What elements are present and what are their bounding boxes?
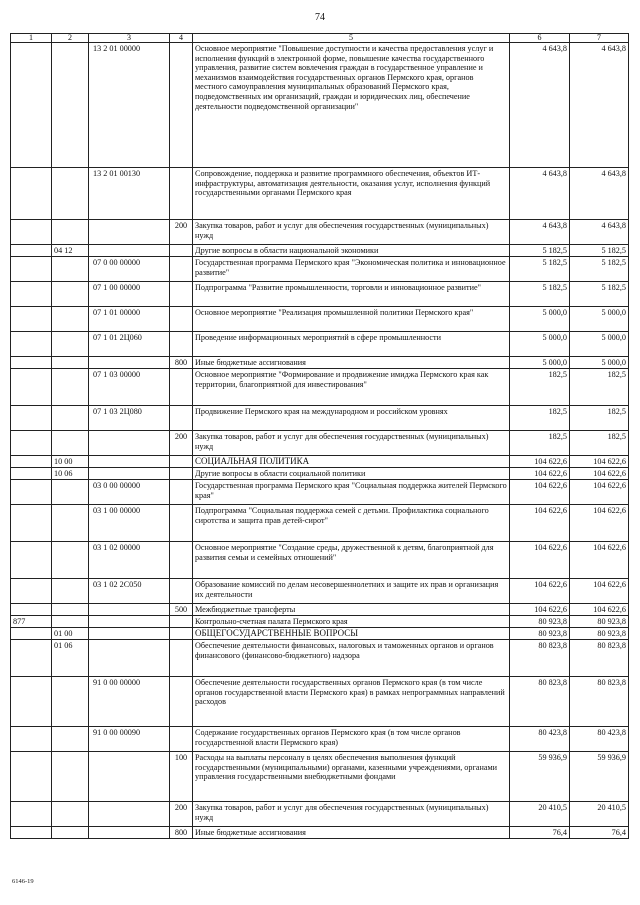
section-code-cell (52, 802, 89, 827)
table-row (11, 480, 629, 505)
expense-type-cell (170, 332, 193, 357)
section-code-cell (52, 752, 89, 802)
table-row (11, 456, 629, 468)
expense-type-cell (170, 282, 193, 307)
table-header (11, 34, 629, 43)
description-cell: СОЦИАЛЬНАЯ ПОЛИТИКА (193, 456, 510, 468)
amount-2020-cell: 80 823,8 (510, 640, 570, 677)
amount-2021-cell: 5 182,5 (570, 282, 629, 307)
amount-2020-cell: 80 923,8 (510, 628, 570, 640)
admin-code-cell (11, 727, 52, 752)
admin-code-cell (11, 579, 52, 604)
amount-2021-cell: 104 622,6 (570, 604, 629, 616)
amount-2021-cell: 4 643,8 (570, 43, 629, 168)
header-cell: 7 (570, 34, 629, 43)
amount-2021-cell: 182,5 (570, 431, 629, 456)
target-article-cell (89, 827, 170, 839)
table-row (11, 257, 629, 282)
table-row (11, 468, 629, 480)
target-article-cell: 07 1 00 00000 (89, 282, 170, 307)
amount-2021-cell: 80 923,8 (570, 628, 629, 640)
table-row (11, 282, 629, 307)
description-cell: Закупка товаров, работ и услуг для обеспечения государственных (муниципальных) нужд (193, 802, 510, 827)
section-code-cell: 10 06 (52, 468, 89, 480)
table-row (11, 505, 629, 542)
target-article-cell (89, 640, 170, 677)
amount-2020-cell: 104 622,6 (510, 468, 570, 480)
section-code-cell (52, 616, 89, 628)
amount-2020-cell: 80 823,8 (510, 677, 570, 727)
table-row (11, 677, 629, 727)
section-code-cell (52, 727, 89, 752)
table-row (11, 332, 629, 357)
table-row (11, 616, 629, 628)
description-cell: Образование комиссий по делам несовершеннолетних и защите их прав и организация их деятельности (193, 579, 510, 604)
expense-type-cell (170, 505, 193, 542)
description-cell: Закупка товаров, работ и услуг для обеспечения государственных (муниципальных) нужд (193, 431, 510, 456)
section-code-cell: 04 12 (52, 245, 89, 257)
table-row (11, 431, 629, 456)
admin-code-cell (11, 282, 52, 307)
expense-type-cell: 800 (170, 827, 193, 839)
target-article-cell: 03 0 00 00000 (89, 480, 170, 505)
description-cell: Обеспечение деятельности государственных органов Пермского края (в том числе органов государственной власти Пермского края) в рамках непрограммных направлений расходов (193, 677, 510, 727)
amount-2021-cell: 4 643,8 (570, 220, 629, 245)
header-cell: 2 (52, 34, 89, 43)
target-article-cell: 07 1 01 2Ц060 (89, 332, 170, 357)
amount-2020-cell: 4 643,8 (510, 220, 570, 245)
target-article-cell: 07 0 00 00000 (89, 257, 170, 282)
target-article-cell (89, 220, 170, 245)
table-row (11, 579, 629, 604)
admin-code-cell (11, 168, 52, 220)
section-code-cell (52, 677, 89, 727)
expense-type-cell (170, 406, 193, 431)
amount-2021-cell: 104 622,6 (570, 542, 629, 579)
amount-2021-cell: 182,5 (570, 406, 629, 431)
target-article-cell: 03 1 02 00000 (89, 542, 170, 579)
admin-code-cell (11, 827, 52, 839)
description-cell: Контрольно-счетная палата Пермского края (193, 616, 510, 628)
amount-2020-cell: 5 182,5 (510, 257, 570, 282)
amount-2021-cell: 104 622,6 (570, 579, 629, 604)
admin-code-cell (11, 640, 52, 677)
section-code-cell (52, 357, 89, 369)
section-code-cell (52, 431, 89, 456)
description-cell: Межбюджетные трансферты (193, 604, 510, 616)
expense-type-cell (170, 677, 193, 727)
expense-type-cell (170, 245, 193, 257)
admin-code-cell (11, 480, 52, 505)
description-cell: Основное мероприятие "Повышение доступности и качества предоставления услуг и исполнения функций в электронной форме, повышение качества государственного управления, развитие систем вовлечения граждан в государственное управление и механизмов взаимодействия государственных органов Пермского края, органов местного самоуправления муниципальных образований Пермского края, подведомственных им организаций, граждан и юридических лиц, обеспечение деятельности подведомственной организации" (193, 43, 510, 168)
table-row (11, 168, 629, 220)
description-cell: Государственная программа Пермского края "Экономическая политика и инновационное развитие" (193, 257, 510, 282)
expense-type-cell (170, 257, 193, 282)
table-row (11, 542, 629, 579)
section-code-cell: 01 00 (52, 628, 89, 640)
amount-2021-cell: 182,5 (570, 369, 629, 406)
amount-2020-cell: 104 622,6 (510, 542, 570, 579)
expense-type-cell (170, 628, 193, 640)
admin-code-cell (11, 468, 52, 480)
section-code-cell (52, 827, 89, 839)
section-code-cell (52, 579, 89, 604)
expense-type-cell (170, 468, 193, 480)
section-code-cell (52, 480, 89, 505)
header-cell: 4 (170, 34, 193, 43)
amount-2021-cell: 20 410,5 (570, 802, 629, 827)
description-cell: Обеспечение деятельности финансовых, налоговых и таможенных органов и органов финансового (финансово-бюджетного) надзора (193, 640, 510, 677)
expense-type-cell (170, 456, 193, 468)
amount-2020-cell: 104 622,6 (510, 480, 570, 505)
budget-table (10, 33, 629, 839)
header-cell: 5 (193, 34, 510, 43)
description-cell: Основное мероприятие "Формирование и продвижение имиджа Пермского края как территории, благоприятной для инвестирования" (193, 369, 510, 406)
amount-2021-cell: 76,4 (570, 827, 629, 839)
amount-2021-cell: 104 622,6 (570, 505, 629, 542)
description-cell: Другие вопросы в области национальной экономики (193, 245, 510, 257)
target-article-cell: 07 1 03 00000 (89, 369, 170, 406)
expense-type-cell: 200 (170, 220, 193, 245)
table-row (11, 245, 629, 257)
target-article-cell (89, 456, 170, 468)
amount-2020-cell: 182,5 (510, 369, 570, 406)
table-body (11, 43, 629, 839)
amount-2021-cell: 80 923,8 (570, 616, 629, 628)
expense-type-cell (170, 616, 193, 628)
target-article-cell: 03 1 02 2С050 (89, 579, 170, 604)
admin-code-cell (11, 604, 52, 616)
target-article-cell (89, 357, 170, 369)
expense-type-cell: 200 (170, 431, 193, 456)
table-row (11, 827, 629, 839)
table-row (11, 727, 629, 752)
admin-code-cell (11, 220, 52, 245)
description-cell: ОБЩЕГОСУДАРСТВЕННЫЕ ВОПРОСЫ (193, 628, 510, 640)
section-code-cell (52, 307, 89, 332)
description-cell: Подпрограмма "Социальная поддержка семей с детьми. Профилактика социального сиротства и защита прав детей-сирот" (193, 505, 510, 542)
expense-type-cell (170, 307, 193, 332)
amount-2021-cell: 5 182,5 (570, 257, 629, 282)
amount-2020-cell: 5 000,0 (510, 332, 570, 357)
table-row (11, 640, 629, 677)
amount-2020-cell: 182,5 (510, 431, 570, 456)
target-article-cell (89, 431, 170, 456)
expense-type-cell (170, 480, 193, 505)
amount-2020-cell: 4 643,8 (510, 168, 570, 220)
admin-code-cell: 877 (11, 616, 52, 628)
expense-type-cell (170, 640, 193, 677)
expense-type-cell (170, 43, 193, 168)
description-cell: Сопровождение, поддержка и развитие программного обеспечения, объектов ИТ-инфраструктуры, автоматизация деятельности, оказания услуг, исполнения функций государственными органами Пермского края (193, 168, 510, 220)
header-cell: 6 (510, 34, 570, 43)
admin-code-cell (11, 542, 52, 579)
section-code-cell (52, 257, 89, 282)
amount-2020-cell: 80 423,8 (510, 727, 570, 752)
target-article-cell: 07 1 01 00000 (89, 307, 170, 332)
admin-code-cell (11, 431, 52, 456)
section-code-cell (52, 282, 89, 307)
admin-code-cell (11, 245, 52, 257)
amount-2020-cell: 104 622,6 (510, 579, 570, 604)
description-cell: Подпрограмма "Развитие промышленности, торговли и инновационное развитие" (193, 282, 510, 307)
description-cell: Государственная программа Пермского края "Социальная поддержка жителей Пермского края" (193, 480, 510, 505)
target-article-cell: 13 2 01 00130 (89, 168, 170, 220)
target-article-cell (89, 468, 170, 480)
table-row (11, 357, 629, 369)
header-cell: 3 (89, 34, 170, 43)
amount-2020-cell: 59 936,9 (510, 752, 570, 802)
amount-2020-cell: 5 000,0 (510, 307, 570, 332)
description-cell: Продвижение Пермского края на международном и российском уровнях (193, 406, 510, 431)
amount-2020-cell: 20 410,5 (510, 802, 570, 827)
section-code-cell (52, 369, 89, 406)
description-cell: Расходы на выплаты персоналу в целях обеспечения выполнения функций государственными (муниципальными) органами, казенными учреждениями, органами управления государственными внебюджетными фондами (193, 752, 510, 802)
amount-2020-cell: 5 182,5 (510, 245, 570, 257)
admin-code-cell (11, 357, 52, 369)
admin-code-cell (11, 802, 52, 827)
table-row (11, 307, 629, 332)
admin-code-cell (11, 43, 52, 168)
target-article-cell (89, 245, 170, 257)
amount-2021-cell: 80 823,8 (570, 640, 629, 677)
amount-2020-cell: 104 622,6 (510, 456, 570, 468)
amount-2020-cell: 4 643,8 (510, 43, 570, 168)
amount-2021-cell: 104 622,6 (570, 480, 629, 505)
table-row (11, 220, 629, 245)
description-cell: Основное мероприятие "Создание среды, дружественной к детям, благоприятной для развития семьи и семейных отношений" (193, 542, 510, 579)
table-row (11, 752, 629, 802)
expense-type-cell: 100 (170, 752, 193, 802)
admin-code-cell (11, 332, 52, 357)
admin-code-cell (11, 677, 52, 727)
admin-code-cell (11, 752, 52, 802)
section-code-cell (52, 168, 89, 220)
expense-type-cell (170, 727, 193, 752)
target-article-cell: 07 1 03 2Ц080 (89, 406, 170, 431)
section-code-cell (52, 332, 89, 357)
target-article-cell (89, 802, 170, 827)
section-code-cell: 01 06 (52, 640, 89, 677)
target-article-cell (89, 616, 170, 628)
header-cell: 1 (11, 34, 52, 43)
section-code-cell (52, 604, 89, 616)
table-row (11, 369, 629, 406)
amount-2020-cell: 104 622,6 (510, 604, 570, 616)
expense-type-cell: 200 (170, 802, 193, 827)
target-article-cell: 03 1 00 00000 (89, 505, 170, 542)
section-code-cell: 10 00 (52, 456, 89, 468)
expense-type-cell (170, 369, 193, 406)
footer-code: 6146-19 (12, 878, 34, 885)
amount-2020-cell: 80 923,8 (510, 616, 570, 628)
expense-type-cell (170, 168, 193, 220)
section-code-cell (52, 505, 89, 542)
section-code-cell (52, 220, 89, 245)
expense-type-cell: 800 (170, 357, 193, 369)
admin-code-cell (11, 505, 52, 542)
expense-type-cell (170, 542, 193, 579)
amount-2021-cell: 5 000,0 (570, 332, 629, 357)
amount-2021-cell: 104 622,6 (570, 468, 629, 480)
amount-2021-cell: 4 643,8 (570, 168, 629, 220)
amount-2021-cell: 80 823,8 (570, 677, 629, 727)
section-code-cell (52, 542, 89, 579)
target-article-cell (89, 604, 170, 616)
admin-code-cell (11, 406, 52, 431)
section-code-cell (52, 43, 89, 168)
amount-2021-cell: 5 000,0 (570, 307, 629, 332)
description-cell: Проведение информационных мероприятий в сфере промышленности (193, 332, 510, 357)
table-row (11, 406, 629, 431)
target-article-cell: 91 0 00 00000 (89, 677, 170, 727)
amount-2021-cell: 59 936,9 (570, 752, 629, 802)
section-code-cell (52, 406, 89, 431)
target-article-cell: 13 2 01 00000 (89, 43, 170, 168)
amount-2020-cell: 182,5 (510, 406, 570, 431)
amount-2020-cell: 5 000,0 (510, 357, 570, 369)
admin-code-cell (11, 369, 52, 406)
admin-code-cell (11, 628, 52, 640)
admin-code-cell (11, 307, 52, 332)
table-row (11, 43, 629, 168)
target-article-cell: 91 0 00 00090 (89, 727, 170, 752)
description-cell: Закупка товаров, работ и услуг для обеспечения государственных (муниципальных) нужд (193, 220, 510, 245)
amount-2021-cell: 5 182,5 (570, 245, 629, 257)
expense-type-cell: 500 (170, 604, 193, 616)
description-cell: Иные бюджетные ассигнования (193, 357, 510, 369)
table-row (11, 604, 629, 616)
description-cell: Иные бюджетные ассигнования (193, 827, 510, 839)
amount-2020-cell: 5 182,5 (510, 282, 570, 307)
table-row (11, 802, 629, 827)
table-row (11, 628, 629, 640)
amount-2021-cell: 5 000,0 (570, 357, 629, 369)
description-cell: Другие вопросы в области социальной политики (193, 468, 510, 480)
amount-2021-cell: 80 423,8 (570, 727, 629, 752)
description-cell: Содержание государственных органов Пермского края (в том числе органов государственной власти Пермского края) (193, 727, 510, 752)
expense-type-cell (170, 579, 193, 604)
amount-2020-cell: 104 622,6 (510, 505, 570, 542)
target-article-cell (89, 628, 170, 640)
page-number: 74 (315, 12, 325, 23)
admin-code-cell (11, 257, 52, 282)
amount-2021-cell: 104 622,6 (570, 456, 629, 468)
admin-code-cell (11, 456, 52, 468)
description-cell: Основное мероприятие "Реализация промышленной политики Пермского края" (193, 307, 510, 332)
target-article-cell (89, 752, 170, 802)
amount-2020-cell: 76,4 (510, 827, 570, 839)
